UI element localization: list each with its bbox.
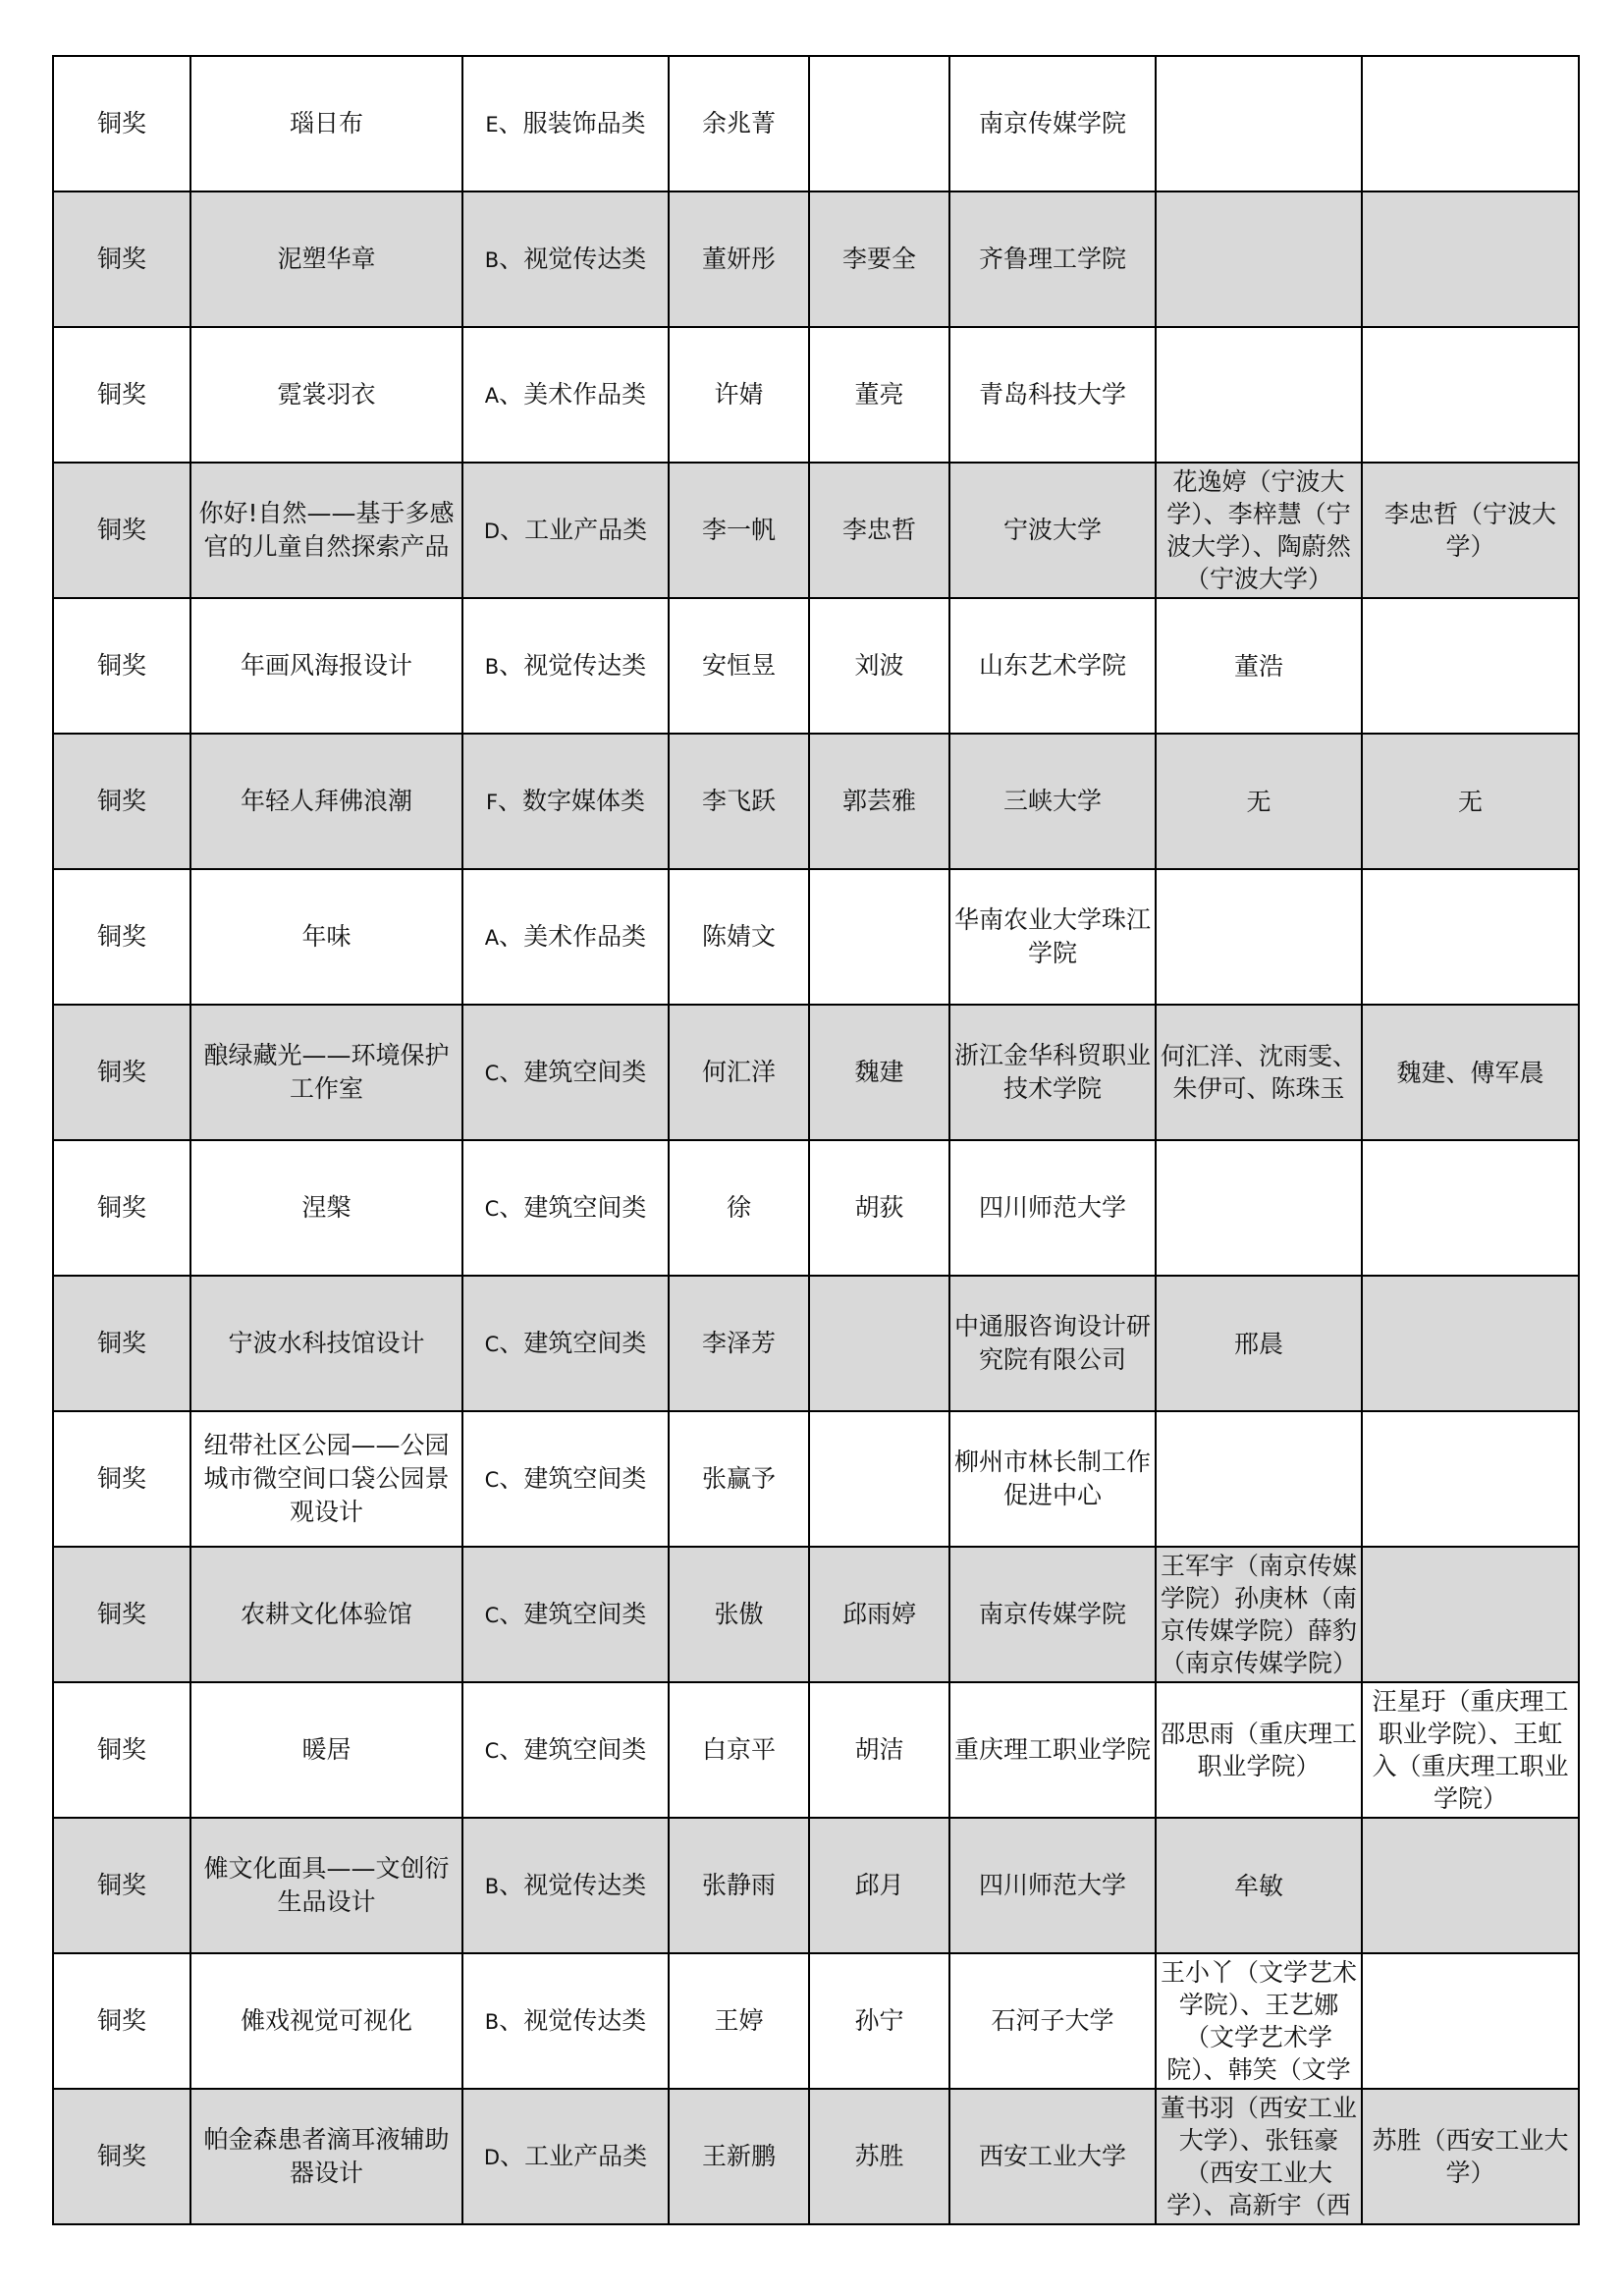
table-row: [53, 869, 1579, 1005]
title-cell: [190, 1547, 462, 1682]
school-cell: [949, 1547, 1156, 1682]
award-text: 铜奖: [96, 651, 146, 680]
author-text: 安恒昱: [701, 651, 776, 680]
mentors2-cell: [1362, 1953, 1579, 2089]
award-text: 铜奖: [96, 109, 146, 137]
title-text: 你好!自然——基于多感官的儿童自然探索产品: [198, 499, 455, 561]
award-cell: [53, 2089, 190, 2224]
author-text: 董妍彤: [701, 245, 776, 273]
mentor-cell: [809, 1411, 949, 1547]
title-cell: [190, 1140, 462, 1276]
cat-text-text: 、建筑空间类: [499, 1463, 647, 1493]
mentor-cell: [809, 56, 949, 191]
mentors2-cell: [1362, 1005, 1579, 1140]
mentor-text: 郭芸雅: [841, 787, 916, 815]
title-text: 涅槃: [301, 1193, 352, 1222]
cat-text-text: 、建筑空间类: [499, 1057, 647, 1086]
author-text: 许婧: [714, 380, 764, 409]
mentor-text: 孙宁: [854, 2006, 904, 2035]
cat-text-text: 、建筑空间类: [499, 1328, 647, 1357]
author-cell: [669, 869, 809, 1005]
mentors2-text: 李忠哲（宁波大学）: [1383, 500, 1556, 561]
cat-mark-text: C: [484, 1061, 500, 1085]
author-text: 徐: [726, 1193, 751, 1222]
mentor-text: 魏建: [854, 1058, 904, 1086]
category-cell: [462, 598, 669, 734]
mentor-text: 刘波: [854, 651, 904, 680]
mentors2-cell: [1362, 598, 1579, 734]
title-cell: [190, 1682, 462, 1818]
mentors2-cell: [1362, 1818, 1579, 1953]
school-text: 石河子大学: [991, 2006, 1114, 2035]
members-text: 何汇洋、沈雨雯、朱伊可、陈珠玉: [1161, 1042, 1357, 1103]
category-cell: [462, 1411, 669, 1547]
members-cell: [1156, 598, 1362, 734]
mentor-cell: [809, 1682, 949, 1818]
award-cell: [53, 1547, 190, 1682]
category-cell: [462, 56, 669, 191]
cat-mark-text: B: [484, 654, 500, 679]
school-text: 四川师范大学: [978, 1193, 1126, 1222]
award-text: 铜奖: [96, 516, 146, 544]
author-cell: [669, 1682, 809, 1818]
school-cell: [949, 1276, 1156, 1411]
school-cell: [949, 1818, 1156, 1953]
award-table-page: [52, 55, 1578, 2225]
category-cell: [462, 191, 669, 327]
mentors2-cell: [1362, 1547, 1579, 1682]
cat-mark-text: C: [484, 1332, 500, 1356]
cat-mark-text: C: [484, 1467, 500, 1492]
members-text: 无: [1246, 787, 1271, 816]
cat-mark-text: B: [484, 2009, 500, 2034]
school-text: 南京传媒学院: [978, 1600, 1126, 1628]
title-text: 帕金森患者滴耳液辅助器设计: [203, 2125, 450, 2187]
table-row: [53, 1682, 1579, 1818]
category-cell: [462, 734, 669, 869]
author-cell: [669, 598, 809, 734]
cat-text-text: 、服装饰品类: [498, 108, 646, 137]
category-cell: [462, 463, 669, 598]
mentors2-cell: [1362, 463, 1579, 598]
mentor-cell: [809, 1953, 949, 2089]
members-cell: [1156, 1818, 1362, 1953]
mentors2-text: 魏建、傅军晨: [1396, 1058, 1544, 1087]
school-cell: [949, 598, 1156, 734]
members-text: 花逸婷（宁波大学）、李梓慧（宁波大学）、陶蔚然（宁波大学）: [1166, 467, 1351, 593]
title-cell: [190, 598, 462, 734]
category-cell: [462, 869, 669, 1005]
author-cell: [669, 2089, 809, 2224]
award-cell: [53, 191, 190, 327]
table-row: [53, 1411, 1579, 1547]
award-cell: [53, 1140, 190, 1276]
award-text: 铜奖: [96, 2142, 146, 2170]
table-row: [53, 327, 1579, 463]
category-cell: [462, 2089, 669, 2224]
cat-text-text: 、视觉传达类: [499, 244, 647, 273]
title-text: 瑙日布: [289, 109, 363, 137]
members-cell: [1156, 191, 1362, 327]
title-cell: [190, 1953, 462, 2089]
table-row: [53, 1276, 1579, 1411]
mentors2-text: 苏胜（西安工业大学）: [1372, 2126, 1569, 2187]
mentor-cell: [809, 1818, 949, 1953]
mentor-cell: [809, 191, 949, 327]
school-cell: [949, 869, 1156, 1005]
author-cell: [669, 1276, 809, 1411]
members-cell: [1156, 869, 1362, 1005]
author-text: 张赢予: [701, 1464, 776, 1493]
mentor-text: 胡洁: [854, 1735, 904, 1764]
author-text: 李飞跃: [701, 787, 776, 815]
cat-mark-text: A: [484, 383, 500, 408]
author-cell: [669, 1953, 809, 2089]
mentors2-text: 无: [1457, 787, 1483, 816]
members-cell: [1156, 463, 1362, 598]
members-cell: [1156, 2089, 1362, 2224]
author-text: 白京平: [701, 1735, 776, 1764]
cat-text-text: 、工业产品类: [500, 2141, 648, 2170]
members-cell: [1156, 1276, 1362, 1411]
members-text: 董书羽（西安工业大学）、张钰豪（西安工业大学）、高新宇（西: [1161, 2094, 1357, 2219]
title-cell: [190, 734, 462, 869]
cat-text-text: 、建筑空间类: [499, 1192, 647, 1222]
school-text: 齐鲁理工学院: [978, 245, 1126, 273]
award-cell: [53, 1818, 190, 1953]
title-text: 宁波水科技馆设计: [228, 1329, 425, 1357]
school-text: 华南农业大学珠江学院: [954, 905, 1151, 967]
cat-mark-text: C: [484, 1603, 500, 1627]
mentor-text: 董亮: [854, 380, 904, 409]
award-table: [52, 55, 1580, 2225]
title-text: 傩文化面具——文创衍生品设计: [203, 1854, 450, 1916]
author-cell: [669, 327, 809, 463]
cat-mark-text: F: [485, 790, 499, 814]
members-cell: [1156, 1953, 1362, 2089]
title-text: 泥塑华章: [277, 245, 376, 273]
mentor-text: 李忠哲: [841, 516, 916, 544]
school-text: 山东艺术学院: [978, 651, 1126, 680]
school-text: 中通服咨询设计研究院有限公司: [954, 1312, 1151, 1374]
award-cell: [53, 463, 190, 598]
table-row: [53, 191, 1579, 327]
award-text: 铜奖: [96, 922, 146, 951]
mentors2-cell: [1362, 191, 1579, 327]
author-text: 余兆菁: [701, 109, 776, 137]
author-text: 王婷: [714, 2006, 764, 2035]
school-cell: [949, 56, 1156, 191]
category-cell: [462, 1682, 669, 1818]
school-cell: [949, 1140, 1156, 1276]
title-text: 酿绿藏光——环境保护工作室: [203, 1041, 450, 1103]
title-text: 霓裳羽衣: [277, 380, 376, 409]
title-text: 年画风海报设计: [240, 651, 412, 680]
cat-text-text: 、美术作品类: [499, 921, 647, 951]
author-text: 王新鹏: [701, 2142, 776, 2170]
table-row: [53, 2089, 1579, 2224]
table-row: [53, 1005, 1579, 1140]
members-text: 邢晨: [1233, 1329, 1283, 1358]
author-text: 张静雨: [701, 1871, 776, 1899]
author-cell: [669, 463, 809, 598]
title-cell: [190, 1276, 462, 1411]
title-cell: [190, 56, 462, 191]
school-cell: [949, 1005, 1156, 1140]
award-cell: [53, 1953, 190, 2089]
mentors2-cell: [1362, 1411, 1579, 1547]
title-text: 农耕文化体验馆: [240, 1600, 412, 1628]
author-text: 何汇洋: [701, 1058, 776, 1086]
members-cell: [1156, 1411, 1362, 1547]
cat-mark-text: A: [484, 925, 500, 950]
cat-mark-text: C: [484, 1196, 500, 1221]
mentor-cell: [809, 869, 949, 1005]
mentor-cell: [809, 1547, 949, 1682]
mentor-cell: [809, 598, 949, 734]
title-cell: [190, 1818, 462, 1953]
members-cell: [1156, 56, 1362, 191]
school-cell: [949, 327, 1156, 463]
cat-text-text: 、建筑空间类: [499, 1599, 647, 1628]
award-cell: [53, 598, 190, 734]
mentor-cell: [809, 1140, 949, 1276]
cat-mark-text: C: [484, 1738, 500, 1763]
members-text: 邵思雨（重庆理工职业学院）: [1161, 1720, 1357, 1780]
author-text: 张傲: [714, 1600, 764, 1628]
table-row: [53, 1547, 1579, 1682]
category-cell: [462, 1953, 669, 2089]
award-text: 铜奖: [96, 1058, 146, 1086]
author-text: 陈婧文: [701, 922, 776, 951]
mentor-text: 苏胜: [854, 2142, 904, 2170]
author-text: 李一帆: [701, 516, 776, 544]
mentor-cell: [809, 463, 949, 598]
award-text: 铜奖: [96, 1193, 146, 1222]
author-cell: [669, 191, 809, 327]
title-cell: [190, 1411, 462, 1547]
author-cell: [669, 1547, 809, 1682]
school-text: 四川师范大学: [978, 1871, 1126, 1899]
author-cell: [669, 1411, 809, 1547]
members-cell: [1156, 1140, 1362, 1276]
title-text: 暖居: [301, 1735, 352, 1764]
cat-mark-text: E: [485, 112, 499, 137]
table-row: [53, 1818, 1579, 1953]
members-text: 牟敏: [1233, 1871, 1283, 1900]
school-cell: [949, 1682, 1156, 1818]
school-cell: [949, 1411, 1156, 1547]
title-cell: [190, 327, 462, 463]
award-text: 铜奖: [96, 1871, 146, 1899]
school-text: 南京传媒学院: [978, 109, 1126, 137]
category-cell: [462, 1140, 669, 1276]
title-cell: [190, 191, 462, 327]
members-cell: [1156, 734, 1362, 869]
author-cell: [669, 56, 809, 191]
mentors2-cell: [1362, 2089, 1579, 2224]
mentor-cell: [809, 2089, 949, 2224]
mentors2-cell: [1362, 327, 1579, 463]
mentor-cell: [809, 327, 949, 463]
school-text: 宁波大学: [1002, 516, 1102, 544]
members-cell: [1156, 1682, 1362, 1818]
school-text: 三峡大学: [1002, 787, 1102, 815]
award-cell: [53, 734, 190, 869]
cat-mark-text: D: [483, 519, 501, 543]
author-cell: [669, 1818, 809, 1953]
school-cell: [949, 2089, 1156, 2224]
table-row: [53, 734, 1579, 869]
school-cell: [949, 734, 1156, 869]
table-body: [53, 56, 1579, 2224]
award-text: 铜奖: [96, 2006, 146, 2035]
mentors2-text: 汪星玗（重庆理工职业学院）、王虹入（重庆理工职业学院）: [1372, 1687, 1569, 1813]
author-cell: [669, 1005, 809, 1140]
table-row: [53, 56, 1579, 191]
school-text: 柳州市林长制工作促进中心: [954, 1448, 1151, 1509]
title-text: 年轻人拜佛浪潮: [240, 787, 412, 815]
cat-text-text: 、工业产品类: [500, 515, 648, 544]
mentors2-cell: [1362, 1276, 1579, 1411]
award-text: 铜奖: [96, 1464, 146, 1493]
title-cell: [190, 869, 462, 1005]
cat-mark-text: D: [483, 2145, 501, 2169]
award-text: 铜奖: [96, 245, 146, 273]
title-text: 傩戏视觉可视化: [240, 2006, 412, 2035]
members-text: 王小丫（文学艺术学院）、王艺娜（文学艺术学院）、韩笑（文学: [1161, 1958, 1357, 2084]
award-cell: [53, 1276, 190, 1411]
school-text: 重庆理工职业学院: [954, 1735, 1151, 1764]
members-cell: [1156, 327, 1362, 463]
mentors2-cell: [1362, 1682, 1579, 1818]
mentors2-cell: [1362, 869, 1579, 1005]
members-text: 王军宇（南京传媒学院）孙庚林（南京传媒学院）薛豹（南京传媒学院）: [1161, 1552, 1357, 1677]
school-cell: [949, 191, 1156, 327]
award-cell: [53, 1682, 190, 1818]
mentors2-cell: [1362, 734, 1579, 869]
members-cell: [1156, 1005, 1362, 1140]
mentor-cell: [809, 734, 949, 869]
author-cell: [669, 1140, 809, 1276]
cat-text-text: 、视觉传达类: [499, 1870, 647, 1899]
school-text: 西安工业大学: [978, 2142, 1126, 2170]
cat-text-text: 、视觉传达类: [499, 2005, 647, 2035]
cat-text-text: 、视觉传达类: [499, 650, 647, 680]
cat-text-text: 、美术作品类: [499, 379, 647, 409]
category-cell: [462, 327, 669, 463]
table-row: [53, 463, 1579, 598]
mentor-text: 胡荻: [854, 1193, 904, 1222]
award-cell: [53, 1411, 190, 1547]
title-text: 年味: [301, 922, 352, 951]
school-cell: [949, 463, 1156, 598]
cat-text-text: 、数字媒体类: [498, 786, 646, 815]
title-cell: [190, 2089, 462, 2224]
title-text: 纽带社区公园——公园城市微空间口袋公园景观设计: [203, 1431, 450, 1526]
award-text: 铜奖: [96, 1329, 146, 1357]
author-text: 李泽芳: [701, 1329, 776, 1357]
school-text: 青岛科技大学: [978, 380, 1126, 409]
mentors2-cell: [1362, 56, 1579, 191]
mentor-text: 李要全: [841, 245, 916, 273]
category-cell: [462, 1005, 669, 1140]
table-row: [53, 1953, 1579, 2089]
award-text: 铜奖: [96, 787, 146, 815]
award-text: 铜奖: [96, 380, 146, 409]
category-cell: [462, 1818, 669, 1953]
category-cell: [462, 1276, 669, 1411]
author-cell: [669, 734, 809, 869]
award-cell: [53, 56, 190, 191]
cat-mark-text: B: [484, 247, 500, 272]
mentor-text: 邱月: [854, 1871, 904, 1899]
mentors2-cell: [1362, 1140, 1579, 1276]
title-cell: [190, 463, 462, 598]
award-cell: [53, 1005, 190, 1140]
award-cell: [53, 869, 190, 1005]
members-text: 董浩: [1233, 651, 1283, 681]
mentor-text: 邱雨婷: [841, 1600, 916, 1628]
members-cell: [1156, 1547, 1362, 1682]
award-text: 铜奖: [96, 1735, 146, 1764]
title-cell: [190, 1005, 462, 1140]
category-cell: [462, 1547, 669, 1682]
cat-text-text: 、建筑空间类: [499, 1734, 647, 1764]
school-cell: [949, 1953, 1156, 2089]
cat-mark-text: B: [484, 1874, 500, 1898]
mentor-cell: [809, 1005, 949, 1140]
table-row: [53, 598, 1579, 734]
award-cell: [53, 327, 190, 463]
award-text: 铜奖: [96, 1600, 146, 1628]
school-text: 浙江金华科贸职业技术学院: [954, 1041, 1151, 1103]
mentor-cell: [809, 1276, 949, 1411]
table-row: [53, 1140, 1579, 1276]
